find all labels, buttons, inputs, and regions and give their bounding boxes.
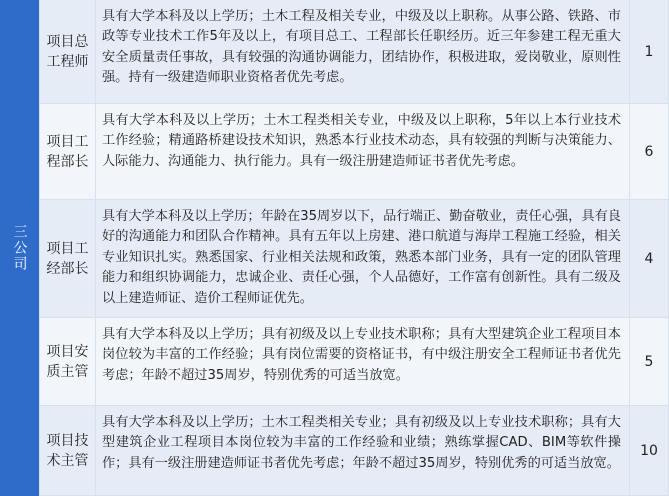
position-cell: 项目工经部长 [40,200,96,318]
requirements-cell: 具有大学本科及以上学历；年龄在35周岁以下，品行端正、勤奋敬业，责任心强，具有良好的沟通能力和团队合作精神。具有五年以上房建、港口航道与海岸工程施工经验，相关专业知识扎实。熟悉国家、行业相关法规和政策，熟悉本部门业务，具有一定的团队管理能力和组织协调能力，忠诚企业、责任心强，个人品德好，工作富有创新性。具有二级及以上建造师证、造价工程师证优先。 [96,200,630,318]
requirements-cell: 具有大学本科及以上学历；土木工程及相关专业，中级及以上职称。从事公路、铁路、市政等专业技术工作5年及以上，有项目总工、工程部长任职经历。近三年参建工程无重大安全质量责任事故，具有较强的沟通协调能力，团结协作，积极进取，爱岗敬业，原则性强。持有一级建造师职业资格者优先考虑。 [96,0,630,104]
headcount-cell: 10 [630,406,669,496]
requirements-cell: 具有大学本科及以上学历；土木工程类相关专业；具有初级及以上专业技术职称；具有大型建筑企业工程项目本岗位较为丰富的工作经验和业绩；熟练掌握CAD、BIM等软件操作；具有一级注册建造师证书者优先考虑；年龄不超过35周岁，特别优秀的可适当放宽。 [96,406,630,496]
requirements-cell: 具有大学本科及以上学历；土木工程类相关专业，中级及以上职称，5年以上本行业技术工作经验；精通路桥建设技术知识，熟悉本行业技术动态，具有较强的判断与决策能力、人际能力、沟通能力、执行能力。具有一级注册建造师证书者优先考虑。 [96,104,630,200]
position-cell: 项目技术主管 [40,406,96,496]
headcount-cell: 5 [630,318,669,406]
headcount-cell: 4 [630,200,669,318]
requirements-cell: 具有大学本科及以上学历；具有初级及以上专业技术职称；具有大型建筑企业工程项目本岗位较为丰富的工作经验；具有岗位需要的资格证书，有中级注册安全工程师证书者优先考虑；年龄不超过35周岁，特别优秀的可适当放宽。 [96,318,630,406]
position-cell: 项目工程部长 [40,104,96,200]
company-cell [0,0,40,496]
position-cell: 项目总工程师 [40,0,96,104]
position-cell: 项目安质主管 [40,318,96,406]
headcount-cell: 6 [630,104,669,200]
company-label: 三公司 [11,224,28,272]
headcount-cell: 1 [630,0,669,104]
